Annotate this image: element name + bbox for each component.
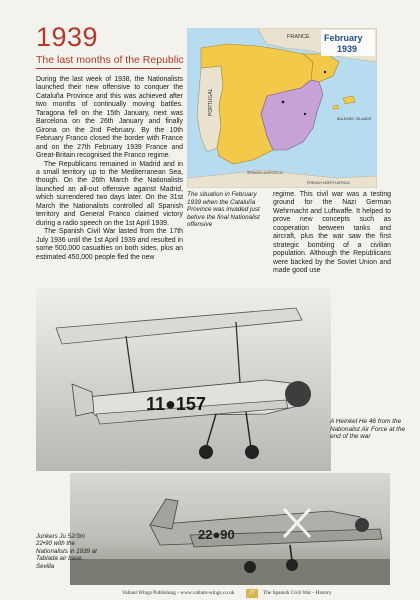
map-label-spanish-morocco: SPANISH MOROCCO <box>247 171 283 175</box>
wheel <box>244 561 256 573</box>
wheel <box>245 445 259 459</box>
wheel <box>286 559 298 571</box>
map-title-month: February <box>324 33 363 43</box>
map-label-french-north-africa: FRENCH NORTH AFRICA <box>307 181 350 185</box>
footer-publisher: Valiant Wings Publishing - www.valiant-wings.co.uk <box>122 590 235 596</box>
caption-junkers: Junkers Ju 52/3m 22•90 with the Nationalists in 1939 at Tablada air base, Sevilla <box>36 533 97 570</box>
photo-junkers-ju52 <box>70 473 390 585</box>
radial-engine <box>285 381 311 407</box>
city-marker <box>304 113 306 115</box>
city-marker <box>324 71 326 73</box>
body-text-right <box>273 191 391 276</box>
paragraph: regime. This civil war was a testing ground for the Nazi German Wehrmacht and Luftwaffe. It helped to prove new concepts such as cooperation between tanks and aircraft, plus the war saw the first strategic bombing of a civilian population. Although the Republicans were backed by the Soviet Union and made good use <box>273 191 391 275</box>
map-label-portugal: PORTUGAL <box>208 88 214 116</box>
map-figure <box>187 28 377 188</box>
map-caption: The situation in February 1939 when the Cataluña Province was invaded just before the final Nationalist offensive <box>187 191 260 229</box>
caption-heinkel: A Heinkel He 46 from the Nationalist Air Force at the end of the war <box>330 418 406 441</box>
title-rule <box>36 68 181 69</box>
map-label-balearic: BALEARIC ISLANDS <box>337 117 372 121</box>
wheel <box>199 445 213 459</box>
map-of-spain <box>187 28 377 188</box>
aircraft-code: 11●157 <box>146 394 206 414</box>
body-text-left <box>36 76 183 262</box>
map-title-year: 1939 <box>337 44 358 54</box>
ground <box>70 559 390 585</box>
balearic-islands <box>333 105 338 109</box>
nose-engine <box>355 518 369 532</box>
paragraph: The Republicans remained in Madrid and in a small territory up to the Mediterranean Sea, though. On the 26th March the Nationalists launched an all-out offensive against Madrid, which surrendered two days later. On the 31st March the Nationalists controlled all Spanish territory and General Franco claimed victory during a radio speech on the 1st April 1939. <box>36 160 183 227</box>
paragraph: The Spanish Civil War lasted from the 17th July 1936 until the 1st April 1939 and resulted in some 500,000 casualties on both sides, plus an estimated 450,000 people fled the new <box>36 228 183 261</box>
page-subtitle: The last months of the Republic <box>36 54 184 66</box>
aircraft-code: 22●90 <box>198 527 235 542</box>
photo-heinkel-he46 <box>36 288 331 471</box>
page-title: 1939 <box>36 22 99 52</box>
biplane-photo <box>36 288 331 471</box>
city-marker <box>282 101 285 104</box>
trimotor-photo <box>70 473 390 585</box>
footer-series: The Spanish Civil War - History <box>263 590 332 596</box>
page-number: 27 <box>246 589 258 598</box>
paragraph: During the last week of 1938, the Nationalists launched their new offensive to conquer the Cataluña Province and this was achieved after two months of continually moving battles. Taragona fell on the 15th January, next was Barcelona on the 26th January and finally Girona on the 2nd February. By the 10th February Franco closed the border with France and on the 27th February 1939 France and Great-Britain recognised the Franco regime. <box>36 76 183 160</box>
map-label-france: FRANCE <box>287 34 310 40</box>
page-footer <box>0 590 420 600</box>
